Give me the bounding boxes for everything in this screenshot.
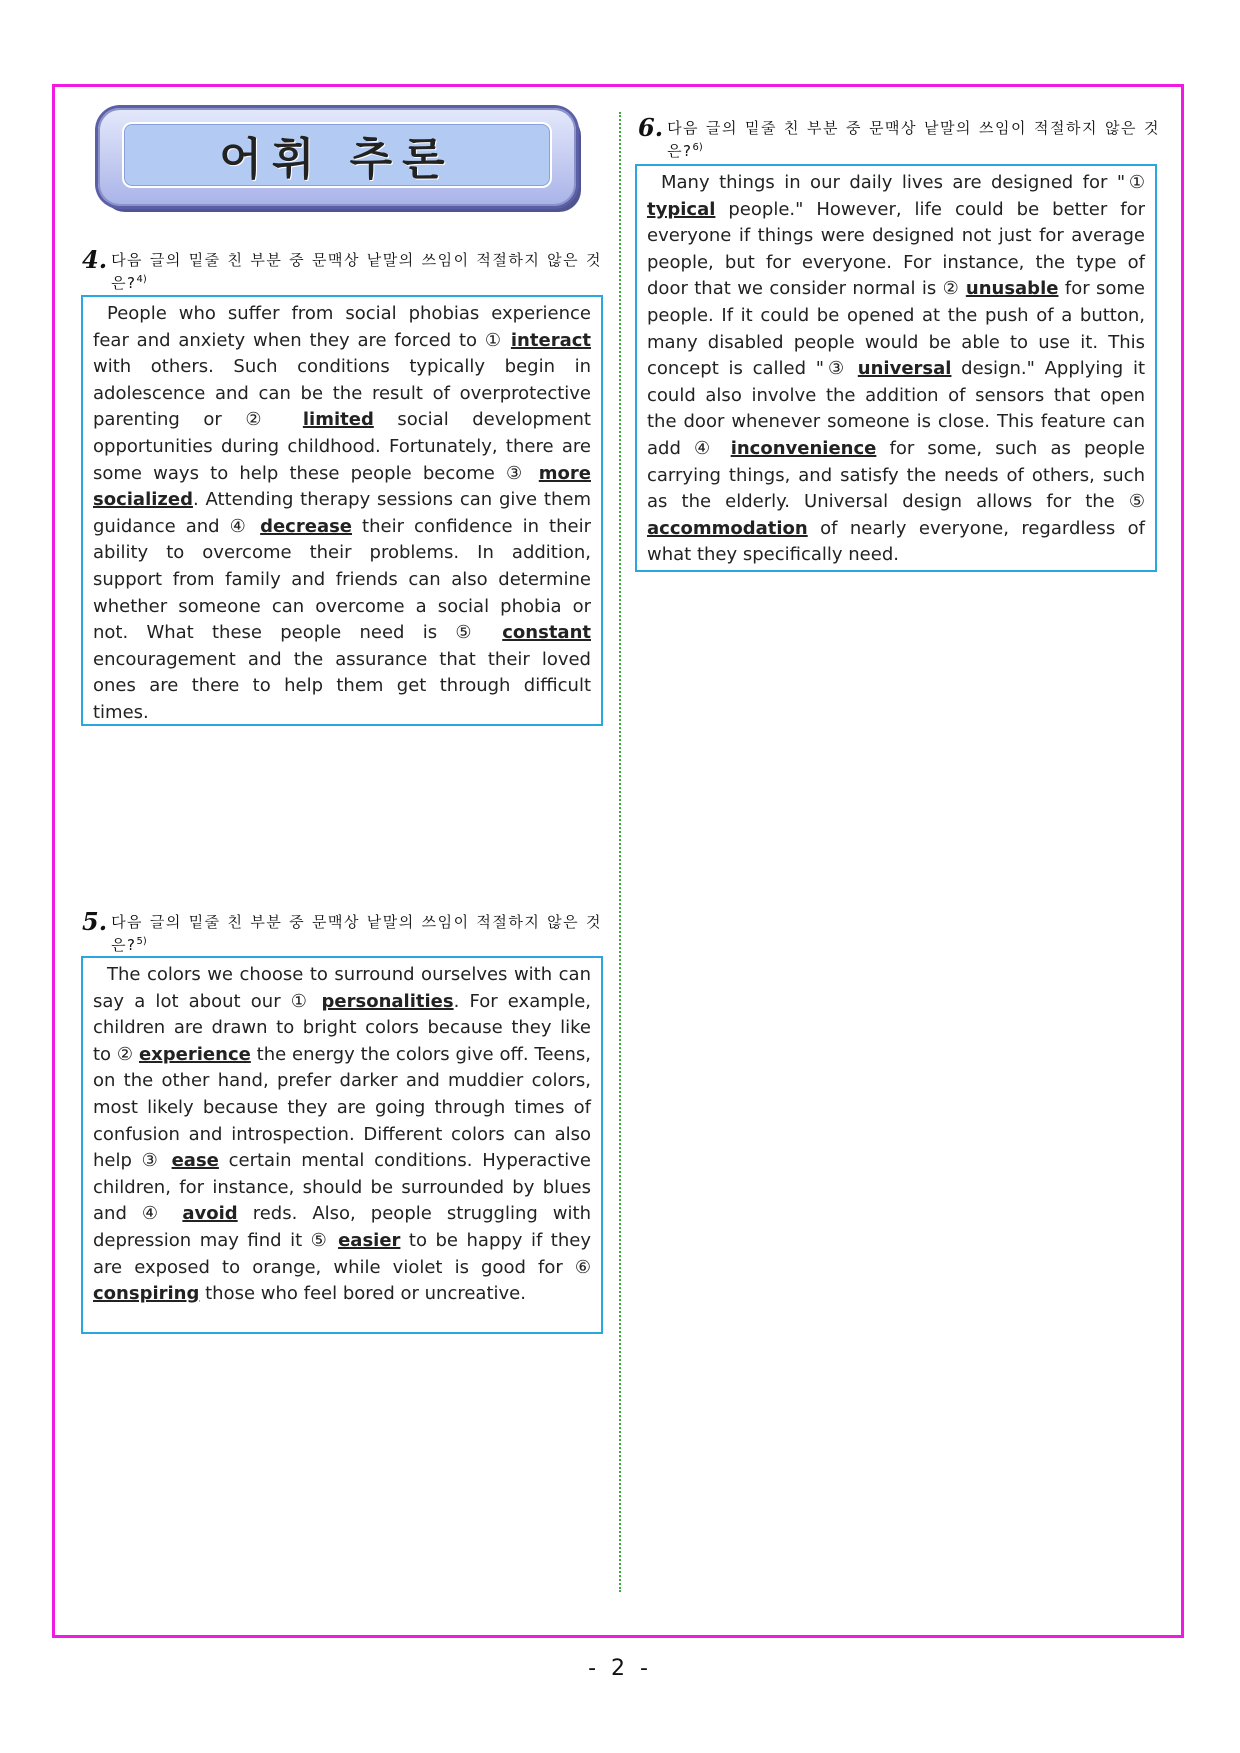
underlined-word: conspiring bbox=[93, 1283, 200, 1305]
passage-text: of nearly everyone, regardless of what they specifically need. bbox=[647, 517, 1145, 566]
question-6-passage bbox=[647, 170, 1145, 569]
underlined-word: experience bbox=[138, 1043, 251, 1065]
passage-text: The colors we choose to surround ourselves with can say a lot about our ① bbox=[93, 964, 591, 1012]
passage-text: Many things in our daily lives are designed for "① bbox=[661, 172, 1145, 193]
question-number: 6. bbox=[638, 113, 664, 142]
question-number: 4. bbox=[82, 245, 108, 274]
passage-text: with others. Such conditions typically begin in adolescence and can be the result of overprotective parenting or ② bbox=[93, 356, 591, 431]
underlined-word: easier bbox=[338, 1229, 401, 1251]
page-number: - 2 - bbox=[588, 1656, 652, 1681]
question-prompt: 다음 글의 밑줄 친 부분 중 문맥상 낱말의 쓰임이 적절하지 않은 것은?$^{6)}$ bbox=[667, 119, 1160, 160]
underlined-word: accommodation bbox=[647, 517, 808, 539]
passage-text: to be happy if they are exposed to orange, while violet is good for ⑥ bbox=[93, 1229, 592, 1278]
section-banner bbox=[98, 108, 576, 206]
passage-text: encouragement and the assurance that their loved ones are there to help them get through difficult times. bbox=[93, 648, 591, 723]
underlined-word: ease bbox=[171, 1150, 219, 1172]
question-5-passage bbox=[93, 962, 591, 1308]
question-number: 5. bbox=[82, 907, 108, 936]
underlined-word: avoid bbox=[182, 1203, 238, 1225]
question-4-header bbox=[82, 245, 602, 293]
passage-text: design." Applying it could also involve the addition of sensors that open the door whenever someone is close. This feature can add ④ bbox=[647, 358, 1145, 459]
question-6-passage-box bbox=[635, 164, 1157, 572]
underlined-word: universal bbox=[857, 358, 952, 380]
footnote-ref: 5) bbox=[136, 936, 147, 947]
passage-text: their confidence in their ability to overcome their problems. In addition, support from family and friends can also determine whether someone can overcome a social phobia or not. What these people need is ⑤ bbox=[93, 515, 591, 644]
question-4-passage-box bbox=[81, 295, 603, 726]
column-divider bbox=[619, 112, 621, 1592]
section-title: 어휘 추론 bbox=[219, 134, 455, 185]
underlined-word: limited bbox=[302, 409, 374, 431]
question-4-passage bbox=[93, 301, 591, 727]
passage-text: reds. Also, people struggling with depression may find it ⑤ bbox=[93, 1203, 591, 1251]
question-6-header bbox=[638, 113, 1160, 161]
question-5-header bbox=[82, 907, 602, 955]
underlined-word: typical bbox=[647, 198, 716, 220]
question-prompt: 다음 글의 밑줄 친 부분 중 문맥상 낱말의 쓰임이 적절하지 않은 것은?$^{5)}$ bbox=[111, 913, 602, 954]
passage-text: . Attending therapy sessions can give them guidance and ④ bbox=[93, 489, 591, 537]
passage-text: for some, such as people carrying things, and satisfy the needs of others, such as the elderly. Universal design allows for the ⑤ bbox=[647, 437, 1145, 513]
underlined-word: constant bbox=[502, 622, 591, 644]
underlined-word: decrease bbox=[260, 515, 353, 537]
passage-text: certain mental conditions. Hyperactive children, for instance, should be surrounded by blues and ④ bbox=[93, 1150, 591, 1225]
passage-text: . For example, children are drawn to bright colors because they like to ② bbox=[93, 990, 591, 1065]
passage-text: the energy the colors give off. Teens, on the other hand, prefer darker and muddier colors, most likely because they are going through times of confusion and introspection. Different colors can also help ③ bbox=[93, 1043, 591, 1172]
underlined-word: more socialized bbox=[93, 462, 591, 511]
passage-text: for some people. If it could be opened at the push of a button, many disabled people would be able to use it. This concept is called "③ bbox=[647, 278, 1146, 380]
underlined-word: interact bbox=[510, 329, 591, 351]
underlined-word: personalities bbox=[321, 990, 454, 1012]
question-5-passage-box bbox=[81, 956, 603, 1334]
underlined-word: unusable bbox=[965, 278, 1059, 300]
footnote-ref: 6) bbox=[692, 142, 703, 153]
passage-text: People who suffer from social phobias experience fear and anxiety when they are forced to ① bbox=[93, 303, 591, 351]
footnote-ref: 4) bbox=[136, 274, 147, 285]
passage-text: social development opportunities during childhood. Fortunately, there are some ways to help these people become ③ bbox=[93, 409, 591, 484]
question-prompt: 다음 글의 밑줄 친 부분 중 문맥상 낱말의 쓰임이 적절하지 않은 것은?$^{4)}$ bbox=[111, 251, 602, 292]
underlined-word: inconvenience bbox=[730, 437, 877, 459]
passage-text: those who feel bored or uncreative. bbox=[199, 1283, 526, 1305]
passage-text: people." However, life could be better for everyone if things were designed not just for average people, but for everyone. For instance, the type of door that we consider normal is ② bbox=[647, 198, 1145, 300]
section-banner-inner bbox=[122, 122, 552, 188]
